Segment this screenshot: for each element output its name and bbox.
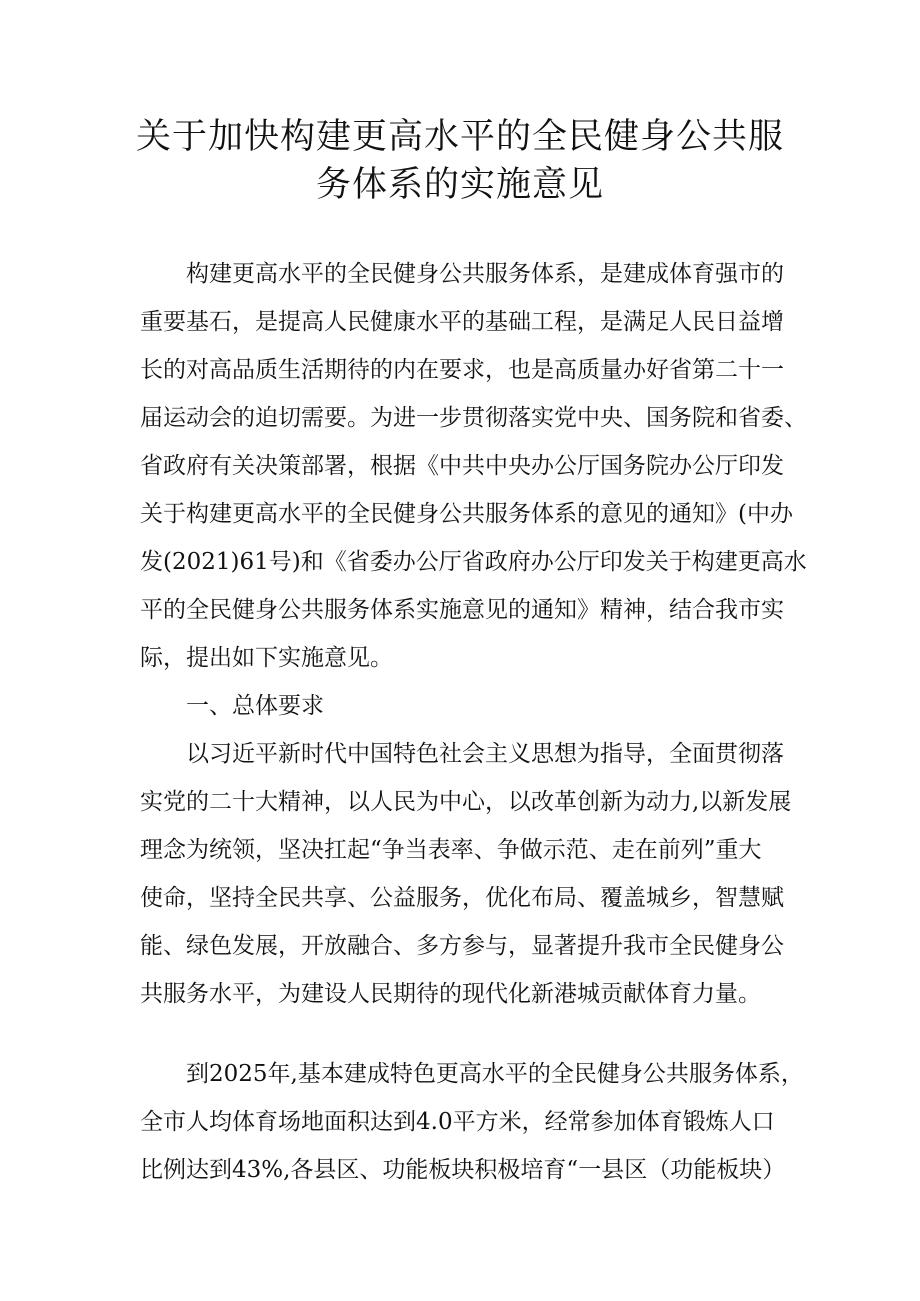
paragraph-line: 届运动会的迫切需要。为进一步贯彻落实党中央、国务院和省委、 [140, 405, 807, 431]
document-title-line-1: 关于加快构建更高水平的全民健身公共服 [135, 117, 784, 157]
paragraph-line: 重要基石，是提高人民健康水平的基础工程，是满足人民日益增 [140, 309, 784, 335]
paragraph-line: 省政府有关决策部署，根据《中共中央办公厅国务院办公厅印发 [140, 453, 784, 479]
paragraph-line: 能、绿色发展，开放融合、多方参与，显著提升我市全民健身公 [140, 933, 784, 959]
paragraph-line: 构建更高水平的全民健身公共服务体系，是建成体育强市的 [186, 261, 784, 287]
paragraph-line: 比例达到43%,各县区、功能板块积极培育“一县区（功能板块） [140, 1157, 786, 1183]
paragraph-line: 到2025年,基本建成特色更高水平的全民健身公共服务体系， [186, 1061, 804, 1087]
paragraph-2025-goals [140, 1050, 804, 1194]
paragraph-line: 发(2021)61号)和《省委办公厅省政府办公厅印发关于构建更高水 [140, 549, 807, 575]
paragraph-line: 长的对高品质生活期待的内在要求，也是高质量办好省第二十一 [140, 357, 784, 383]
section-heading-general-requirements: 一、总体要求 [186, 693, 324, 719]
paragraph-line: 际，提出如下实施意见。 [140, 645, 393, 671]
paragraph-line: 以习近平新时代中国特色社会主义思想为指导，全面贯彻落 [186, 741, 784, 767]
paragraph-guiding-principles [140, 730, 800, 1018]
document-title-line-2: 务体系的实施意见 [315, 165, 604, 205]
paragraph-line: 关于构建更高水平的全民健身公共服务体系的意见的通知》(中办 [140, 501, 793, 527]
paragraph-line: 全市人均体育场地面积达到4.0平方米，经常参加体育锻炼人口 [140, 1109, 775, 1135]
paragraph-line: 平的全民健身公共服务体系实施意见的通知》精神，结合我市实 [140, 597, 784, 623]
paragraph-line: 共服务水平，为建设人民期待的现代化新港城贡献体育力量。 [140, 981, 761, 1007]
paragraph-line: 使命，坚持全民共享、公益服务，优化布局、覆盖城乡，智慧赋 [140, 885, 784, 911]
paragraph-line: 实党的二十大精神，以人民为中心，以改革创新为动力,以新发展 [140, 789, 792, 815]
paragraph-line: 理念为统领，坚决扛起“争当表率、争做示范、走在前列”重大 [140, 837, 762, 863]
paragraph-intro [140, 250, 807, 682]
